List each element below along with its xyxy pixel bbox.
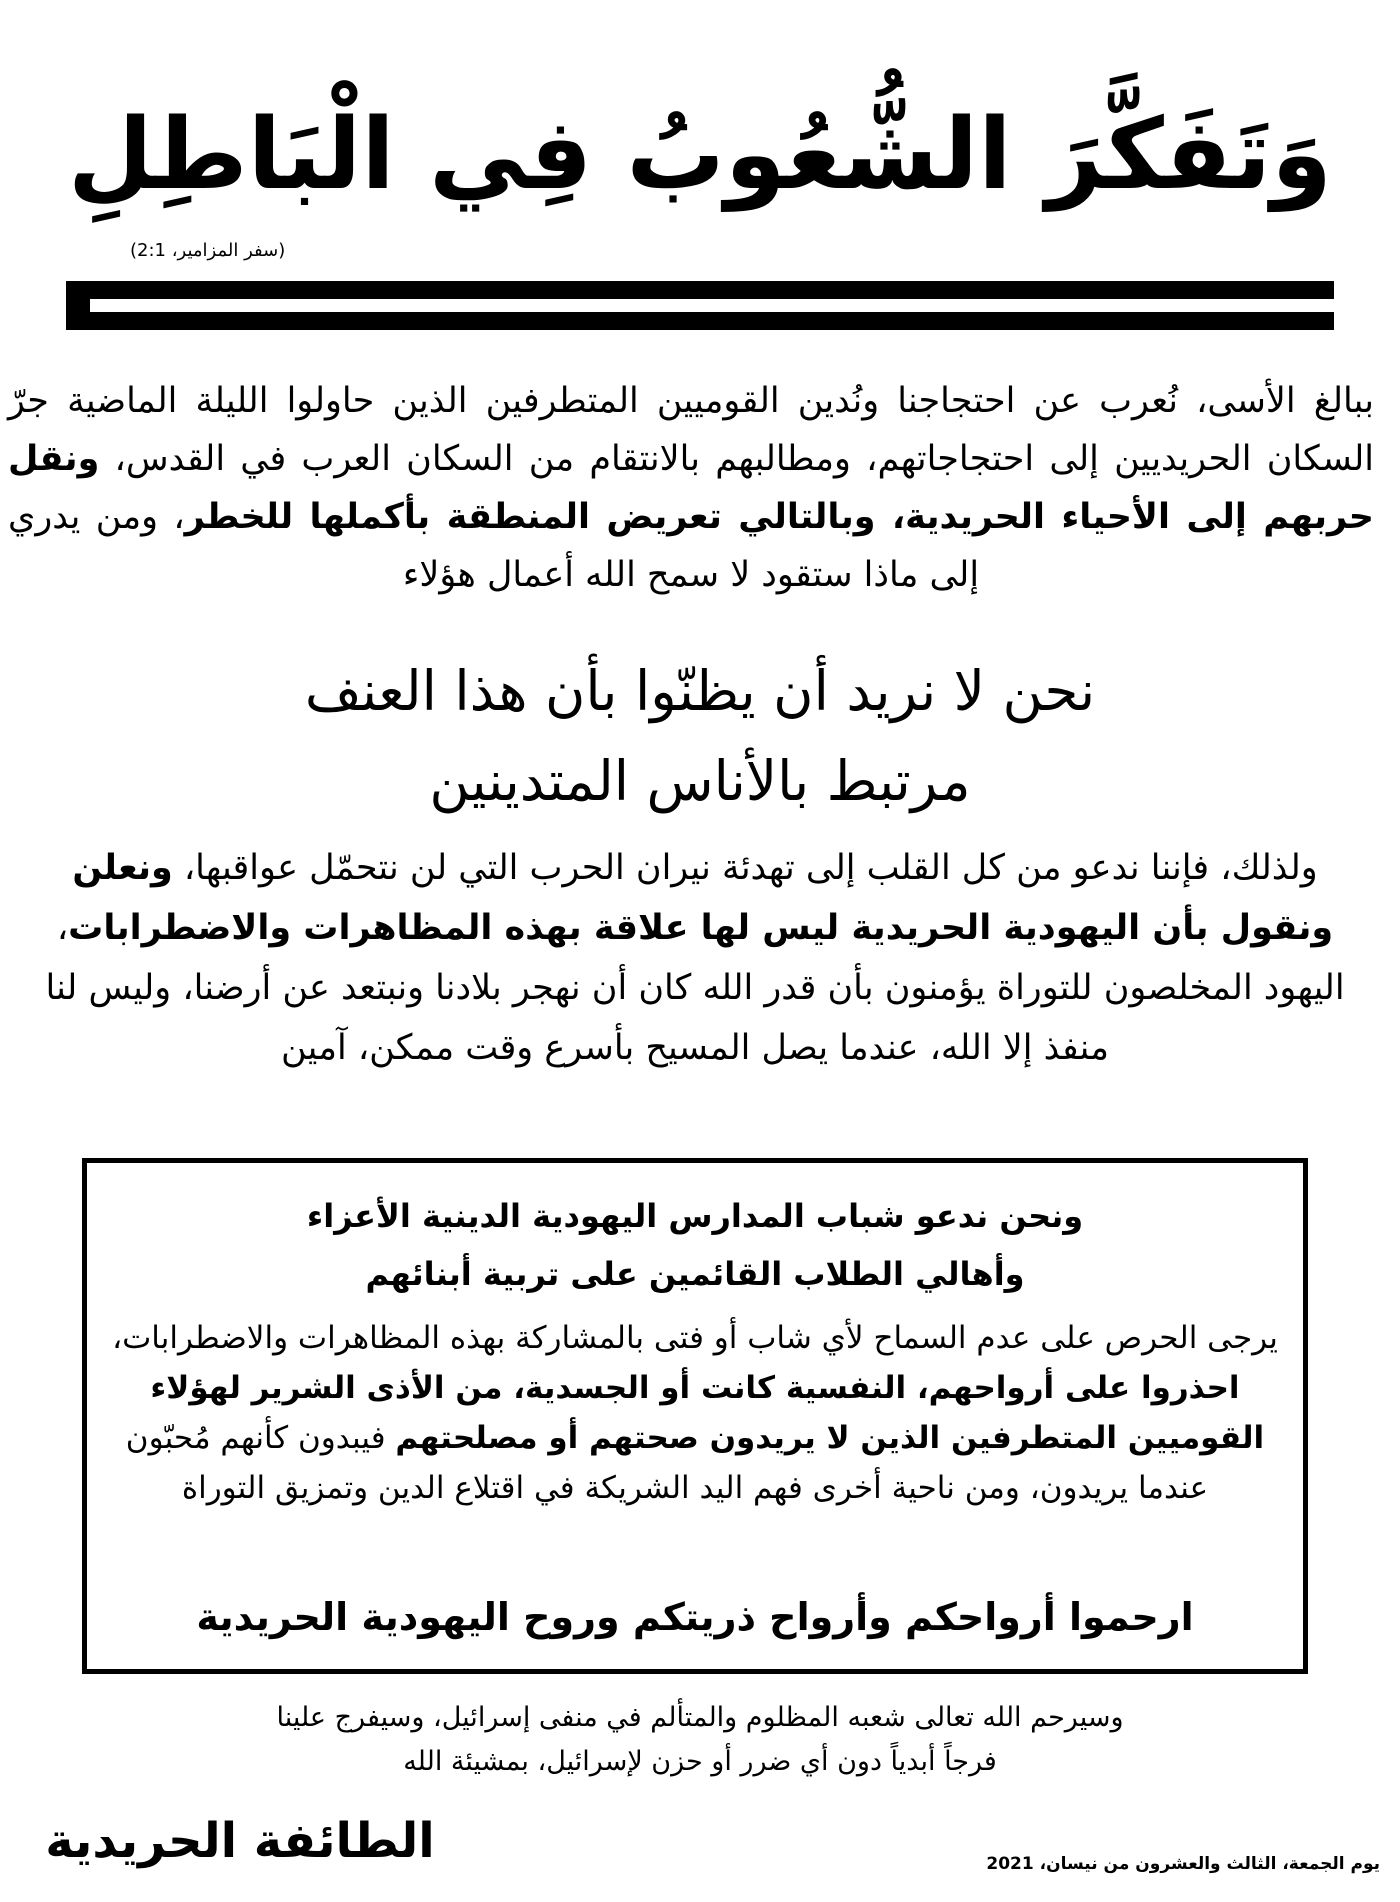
callout-line-1: نحن لا نريد أن يظنّوا بأن هذا العنف <box>304 659 1096 723</box>
intro-bold-text: ونقل حربهم إلى الأحياء الحريدية، وبالتالي تعريض المنطقة بأكملها للخطر <box>8 439 1375 537</box>
headline-title: وَتَفَكَّرَ الشُّعُوبُ فِي الْبَاطِلِ <box>67 98 1333 212</box>
notice-box-heading <box>107 1187 1283 1303</box>
closing-line-2: فرجاً أبدياً دون أي ضرر أو حزن لإسرائيل، بمشيئة الله <box>403 1746 997 1777</box>
header-rule-bottom <box>66 312 1334 330</box>
appeal-bold-text: ونعلن ونقول بأن اليهودية الحريدية ليس لها علاقة بهذه المظاهرات والاضطرابات <box>68 848 1334 948</box>
header-rule-top <box>66 281 1334 299</box>
date-line: يوم الجمعة، الثالث والعشرون من نيسان، 2021 <box>986 1854 1380 1874</box>
callout-statement <box>120 646 1280 826</box>
intro-text-2: ، ومن يدري إلى ماذا ستقود لا سمح الله أعمال هؤلاء <box>8 497 980 595</box>
closing-line-1: وسيرحم الله تعالى شعبه المظلوم والمتألم في منفى إسرائيل، وسيفرج علينا <box>276 1702 1124 1733</box>
notice-heading-line-1: ونحن ندعو شباب المدارس اليهودية الدينية الأعزاء <box>306 1197 1084 1235</box>
notice-text-1: يرجى الحرص على عدم السماح لأي شاب أو فتى بالمشاركة بهذه المظاهرات والاضطرابات، <box>112 1320 1278 1356</box>
notice-box-footer: ارحموا أرواحكم وأرواح ذريتكم وروح اليهودية الحريدية <box>196 1595 1194 1639</box>
notice-box-body <box>107 1313 1283 1513</box>
notice-bold-text: احذروا على أرواحهم، النفسية كانت أو الجسدية، من الأذى الشرير لهؤلاء القوميين المتطرفين الذين لا يريدون صحتهم أو مصلحتهم <box>150 1370 1265 1456</box>
callout-line-2: مرتبط بالأناس المتدينين <box>429 749 971 813</box>
appeal-paragraph <box>40 838 1350 1078</box>
notice-heading-line-2: وأهالي الطلاب القائمين على تربية أبنائهم <box>365 1255 1025 1293</box>
intro-paragraph <box>8 372 1374 604</box>
closing-blessing <box>150 1696 1250 1784</box>
signature: الطائفة الحريدية <box>45 1813 435 1869</box>
notice-box <box>82 1158 1308 1674</box>
scripture-reference: (سفر المزامير، 2:1) <box>130 240 286 261</box>
header-rule-joint <box>66 299 90 312</box>
intro-text-1: ببالغ الأسى، نُعرب عن احتجاجنا ونُدين القوميين المتطرفين الذين حاولوا الليلة الماضية جرّ السكان الحريديين إلى احتجاجاتهم، ومطالبهم بالانتقام من السكان العرب في القدس، <box>8 381 1374 479</box>
notice-text-2: فيبدون كأنهم مُحبّون عندما يريدون، ومن ناحية أخرى فهم اليد الشريكة في اقتلاع الدين وتمزيق التوراة <box>125 1420 1209 1506</box>
appeal-text-1: ولذلك، فإننا ندعو من كل القلب إلى تهدئة نيران الحرب التي لن نتحمّل عواقبها، <box>172 848 1318 888</box>
appeal-text-2: ، اليهود المخلصون للتوراة يؤمنون بأن قدر الله كان أن نهجر بلادنا ونبتعد عن أرضنا، وليس لنا منفذ إلا الله، عندما يصل المسيح بأسرع وقت ممكن، آمين <box>45 908 1345 1068</box>
